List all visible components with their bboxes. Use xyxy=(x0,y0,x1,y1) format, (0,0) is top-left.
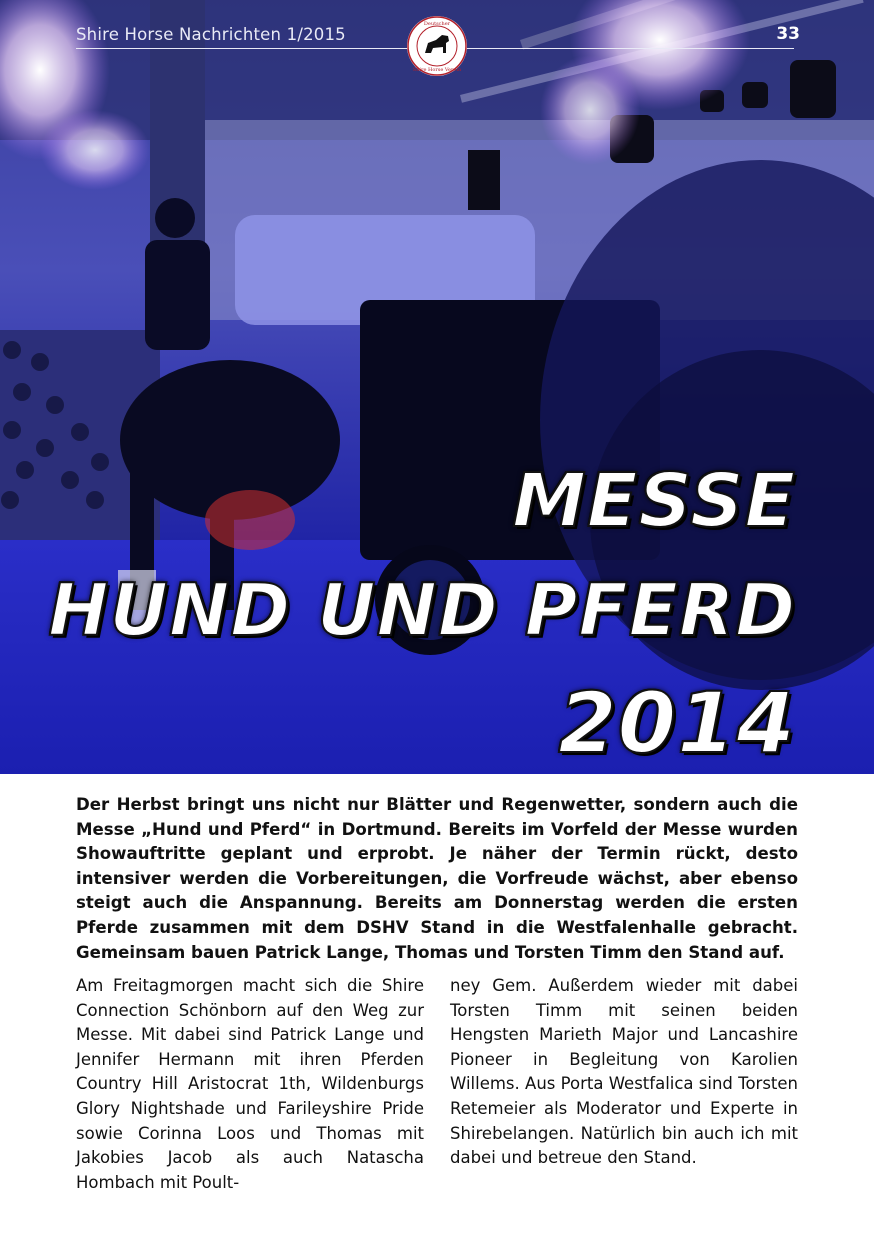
body-column-1: Am Freitagmorgen macht sich die Shire Connection Schönborn auf den Weg zur Messe. Mit dabei sind Patrick Lange und Jennifer Hermann mit ihren Pferden Country Hill Aristocrat 1th, Wildenburgs Glory Nightshade und Farileyshire Pride sowie Corinna Loos und Thomas mit Jakobies Jacob als auch Natascha Hombach mit Poult- xyxy=(76,976,424,1192)
title-line-1: MESSE xyxy=(512,458,796,544)
title-line-2: HUND UND PFERD xyxy=(48,568,796,652)
page-number: 33 xyxy=(776,24,800,44)
lede-paragraph: Der Herbst bringt uns nicht nur Blätter und Regenwetter, sondern auch die Messe „Hund und Pferd“ in Dortmund. Bereits im Vorfeld der Messe wurden Showauftritte geplant und erprobt. Je näher der Termin rückt, desto intensiver werden die Vorbereitungen, die Vorfreude wächst, aber ebenso steigt auch die Anspannung. Bereits am Donnerstag werden die ersten Pferde zusammen mit dem DSHV Stand in die Westfalenhalle gebracht. Gemeinsam bauen Patrick Lange, Thomas und Torsten Timm den Stand auf. xyxy=(76,795,798,962)
svg-text:Shire Horse Verein: Shire Horse Verein xyxy=(412,67,462,73)
publication-title: Shire Horse Nachrichten 1/2015 xyxy=(76,25,346,44)
title-line-3: 2014 xyxy=(558,674,796,772)
body-column-2: ney Gem. Außerdem wieder mit dabei Torsten Timm mit seinen beiden Hengsten Marieth Major und Lancashire Pioneer in Begleitung von Karolien Willems. Aus Porta Westfalica sind Torsten Retemeier als Moderator und Experte in Shirebelangen. Natürlich bin auch ich mit dabei und betreue den Stand. xyxy=(450,976,798,1168)
dshv-logo-seal xyxy=(406,15,468,77)
svg-text:Deutscher: Deutscher xyxy=(423,21,451,27)
